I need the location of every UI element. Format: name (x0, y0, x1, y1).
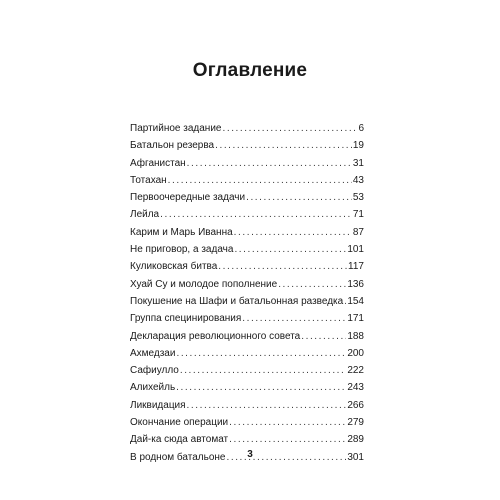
toc-entry-page: 222 (347, 365, 364, 377)
toc-entry (130, 431, 364, 448)
toc-entry (130, 137, 364, 154)
toc-dot-leader (168, 172, 352, 189)
toc-entry-title: Афганистан (130, 157, 186, 169)
toc-entry (130, 276, 364, 293)
toc-entry-title: Куликовская битва (130, 261, 218, 273)
toc-entry-page: 117 (348, 261, 364, 273)
page-title: Оглавление (192, 60, 308, 81)
toc-entry-title: Ликвидация (130, 399, 186, 411)
toc-dot-leader (246, 189, 352, 206)
toc-entry (130, 345, 364, 362)
toc-entry-title: Партийное задание (130, 123, 222, 134)
toc-entry-page: 154 (347, 295, 364, 307)
toc-dot-leader (234, 224, 352, 241)
toc-dot-leader (160, 206, 352, 223)
toc-entry-title: Группа специнирования (130, 313, 242, 325)
toc-entry-page: 53 (352, 192, 364, 204)
toc-dot-leader (234, 241, 346, 258)
toc-entry-page: 289 (347, 434, 364, 446)
toc-entry-page: 171 (347, 313, 364, 325)
toc-entry (130, 172, 364, 189)
toc-entry (130, 414, 364, 431)
toc-dot-leader (229, 414, 346, 431)
table-of-contents (130, 120, 364, 466)
toc-entry-title: В родном батальоне (130, 451, 226, 463)
toc-entry (130, 241, 364, 258)
toc-entry (130, 258, 364, 275)
toc-entry-page: 87 (352, 226, 364, 238)
toc-entry (130, 224, 364, 241)
toc-dot-leader (180, 362, 346, 379)
toc-dot-leader (215, 137, 352, 154)
toc-dot-leader (176, 379, 346, 396)
toc-entry-page: 243 (347, 382, 364, 394)
toc-entry (130, 293, 364, 310)
toc-entry-page: 200 (347, 347, 364, 359)
toc-entry-title: Дай-ка сюда автомат (130, 434, 229, 446)
toc-entry-title: Декларация революционного совета (130, 330, 301, 342)
toc-dot-leader (187, 155, 352, 172)
toc-dot-leader (218, 258, 347, 275)
toc-entry (130, 328, 364, 345)
toc-entry-page: 101 (347, 244, 364, 256)
toc-dot-leader (229, 431, 346, 448)
toc-entry-title: Сафиулло (130, 365, 179, 377)
toc-entry (130, 397, 364, 414)
toc-entry-page: 43 (352, 174, 364, 186)
toc-dot-leader (176, 345, 346, 362)
toc-entry (130, 189, 364, 206)
toc-dot-leader (344, 293, 346, 310)
toc-entry-page: 279 (347, 417, 364, 429)
toc-entry-title: Карим и Марь Иванна (130, 226, 233, 238)
toc-entry-title: Не приговор, а задача (130, 244, 234, 256)
toc-entry-title: Алихейль (130, 382, 176, 394)
toc-entry (130, 155, 364, 172)
toc-dot-leader (222, 120, 357, 137)
toc-entry-page: 266 (347, 399, 364, 411)
toc-entry (130, 206, 364, 223)
toc-entry-page: 301 (347, 451, 364, 463)
toc-entry-title: Тотахан (130, 174, 167, 186)
toc-entry-page: 188 (347, 330, 364, 342)
toc-entry-title: Первоочередные задачи (130, 192, 246, 204)
toc-entry-title: Хуай Су и молодое пополнение (130, 278, 278, 290)
toc-dot-leader (278, 276, 346, 293)
toc-entry (130, 310, 364, 327)
toc-entry (130, 120, 364, 137)
toc-entry-title: Лейла (130, 209, 160, 221)
page-number: 3 (247, 449, 253, 460)
toc-dot-leader (242, 310, 346, 327)
toc-entry-title: Окончание операции (130, 417, 229, 429)
toc-entry-page: 71 (352, 209, 364, 221)
toc-entry-page: 19 (352, 140, 364, 152)
toc-entry-page: 136 (347, 278, 364, 290)
toc-entry-page: 31 (352, 157, 364, 169)
toc-entry (130, 362, 364, 379)
toc-entry (130, 379, 364, 396)
toc-dot-leader (187, 397, 347, 414)
toc-entry-title: Ахмедзаи (130, 347, 176, 359)
toc-entry-title: Покушение на Шафи и батальонная разведка (130, 295, 344, 307)
toc-entry-page: 6 (358, 123, 364, 134)
toc-entry-title: Батальон резерва (130, 140, 215, 152)
toc-dot-leader (301, 328, 346, 345)
